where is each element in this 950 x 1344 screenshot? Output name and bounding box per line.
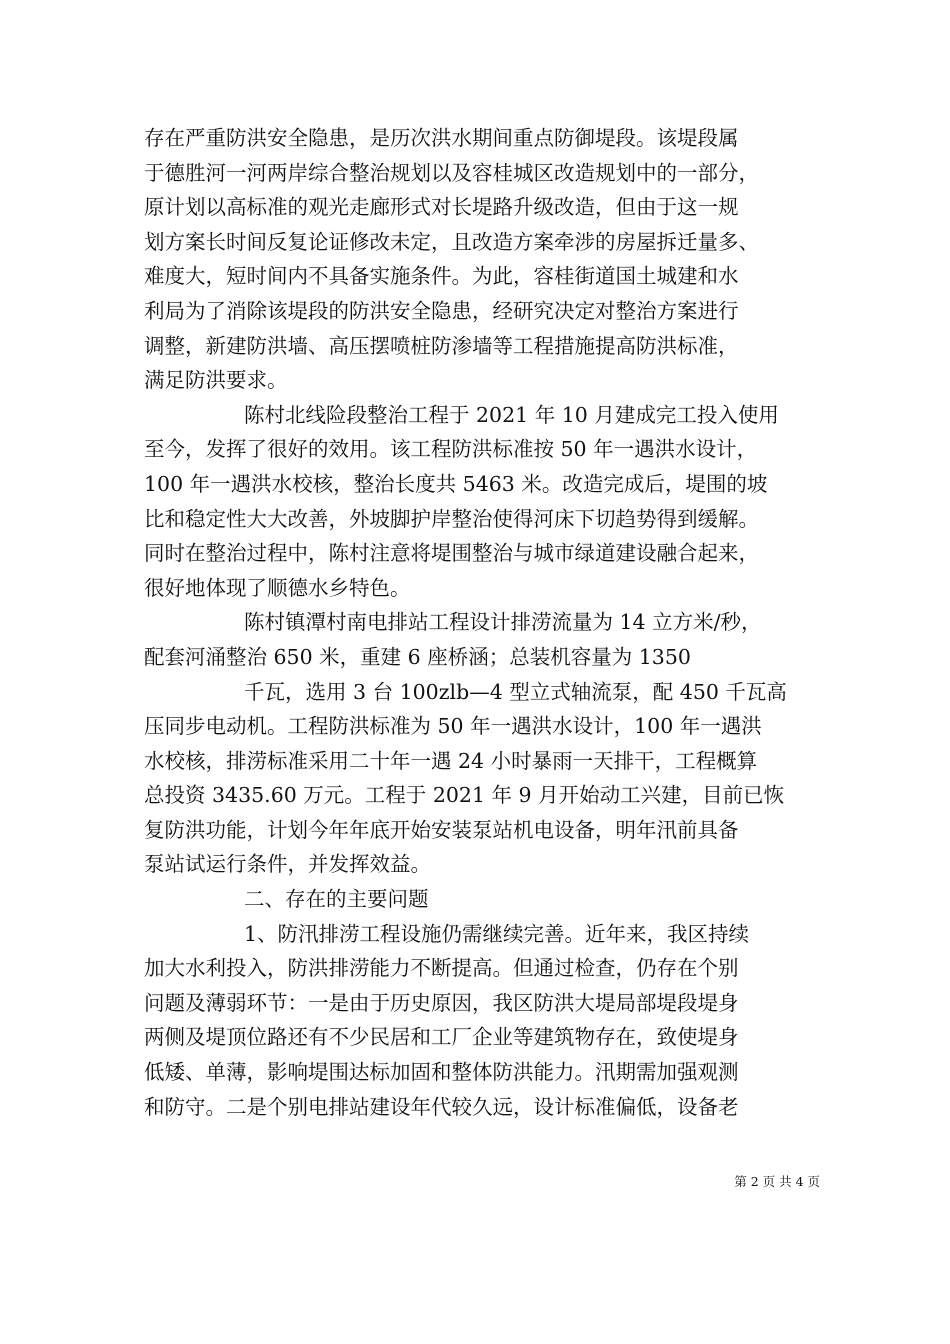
text-line: 原计划以高标准的观光走廊形式对长堤路升级改造，但由于这一规: [144, 195, 739, 220]
text-line: 两侧及堤顶位路还有不少民居和工厂企业等建筑物存在，致使堤身: [144, 1025, 739, 1050]
text-line: 千瓦，选用 3 台 100zlb—4 型立式轴流泵，配 450 千瓦高: [244, 679, 787, 704]
text-line: 100 年一遇洪水校核，整治长度共 5463 米。改造完成后，堤围的坡: [144, 471, 768, 496]
text-line: 于德胜河一河两岸综合整治规划以及容桂城区改造规划中的一部分，: [144, 160, 759, 185]
text-line: 复防洪功能，计划今年年底开始安装泵站机电设备，明年汛前具备: [144, 817, 739, 842]
text-line: 低矮、单薄，影响堤围达标加固和整体防洪能力。汛期需加强观测: [144, 1060, 739, 1085]
text-line: 陈村镇潭村南电排站工程设计排涝流量为 14 立方米/秒，: [244, 610, 762, 635]
text-line: 压同步电动机。工程防洪标准为 50 年一遇洪水设计，100 年一遇洪: [144, 714, 762, 739]
text-line: 配套河涌整治 650 米，重建 6 座桥涵；总装机容量为 1350: [144, 644, 691, 669]
text-line: 二、存在的主要问题: [244, 887, 429, 912]
text-line: 问题及薄弱环节：一是由于历史原因，我区防洪大堤局部堤段堤身: [144, 990, 739, 1015]
text-line: 划方案长时间反复论证修改未定，且改造方案牵涉的房屋拆迁量多、: [144, 229, 759, 254]
text-line: 泵站试运行条件，并发挥效益。: [144, 852, 431, 877]
text-line: 和防守。二是个别电排站建设年代较久远，设计标准偏低，设备老: [144, 1094, 739, 1119]
page-footer: 第 2 页 共 4 页: [734, 1174, 820, 1189]
text-line: 陈村北线险段整治工程于 2021 年 10 月建成完工投入使用: [244, 402, 779, 427]
text-line: 同时在整治过程中，陈村注意将堤围整治与城市绿道建设融合起来，: [144, 541, 759, 566]
text-line: 利局为了消除该堤段的防洪安全隐患，经研究决定对整治方案进行: [144, 298, 739, 323]
text-line: 满足防洪要求。: [144, 368, 288, 393]
document-body: [144, 121, 814, 1124]
text-line: 总投资 3435.60 万元。工程于 2021 年 9 月开始动工兴建，目前已恢: [144, 783, 785, 808]
text-line: 比和稳定性大大改善，外坡脚护岸整治使得河床下切趋势得到缓解。: [144, 506, 759, 531]
text-line: 至今，发挥了很好的效用。该工程防洪标准按 50 年一遇洪水设计，: [144, 437, 758, 462]
text-line: 存在严重防洪安全隐患，是历次洪水期间重点防御堤段。该堤段属: [144, 126, 739, 150]
text-line: 难度大，短时间内不具备实施条件。为此，容桂街道国土城建和水: [144, 264, 739, 289]
text-line: 水校核，排涝标准采用二十年一遇 24 小时暴雨一天排干，工程概算: [144, 748, 758, 773]
text-line: 加大水利投入，防洪排涝能力不断提高。但通过检查，仍存在个别: [144, 956, 739, 981]
text-line: 很好地体现了顺德水乡特色。: [144, 575, 411, 600]
text-line: 1、防汛排涝工程设施仍需继续完善。近年来，我区持续: [244, 921, 750, 946]
text-line: 调整，新建防洪墙、高压摆喷桩防渗墙等工程措施提高防洪标准，: [144, 333, 739, 358]
